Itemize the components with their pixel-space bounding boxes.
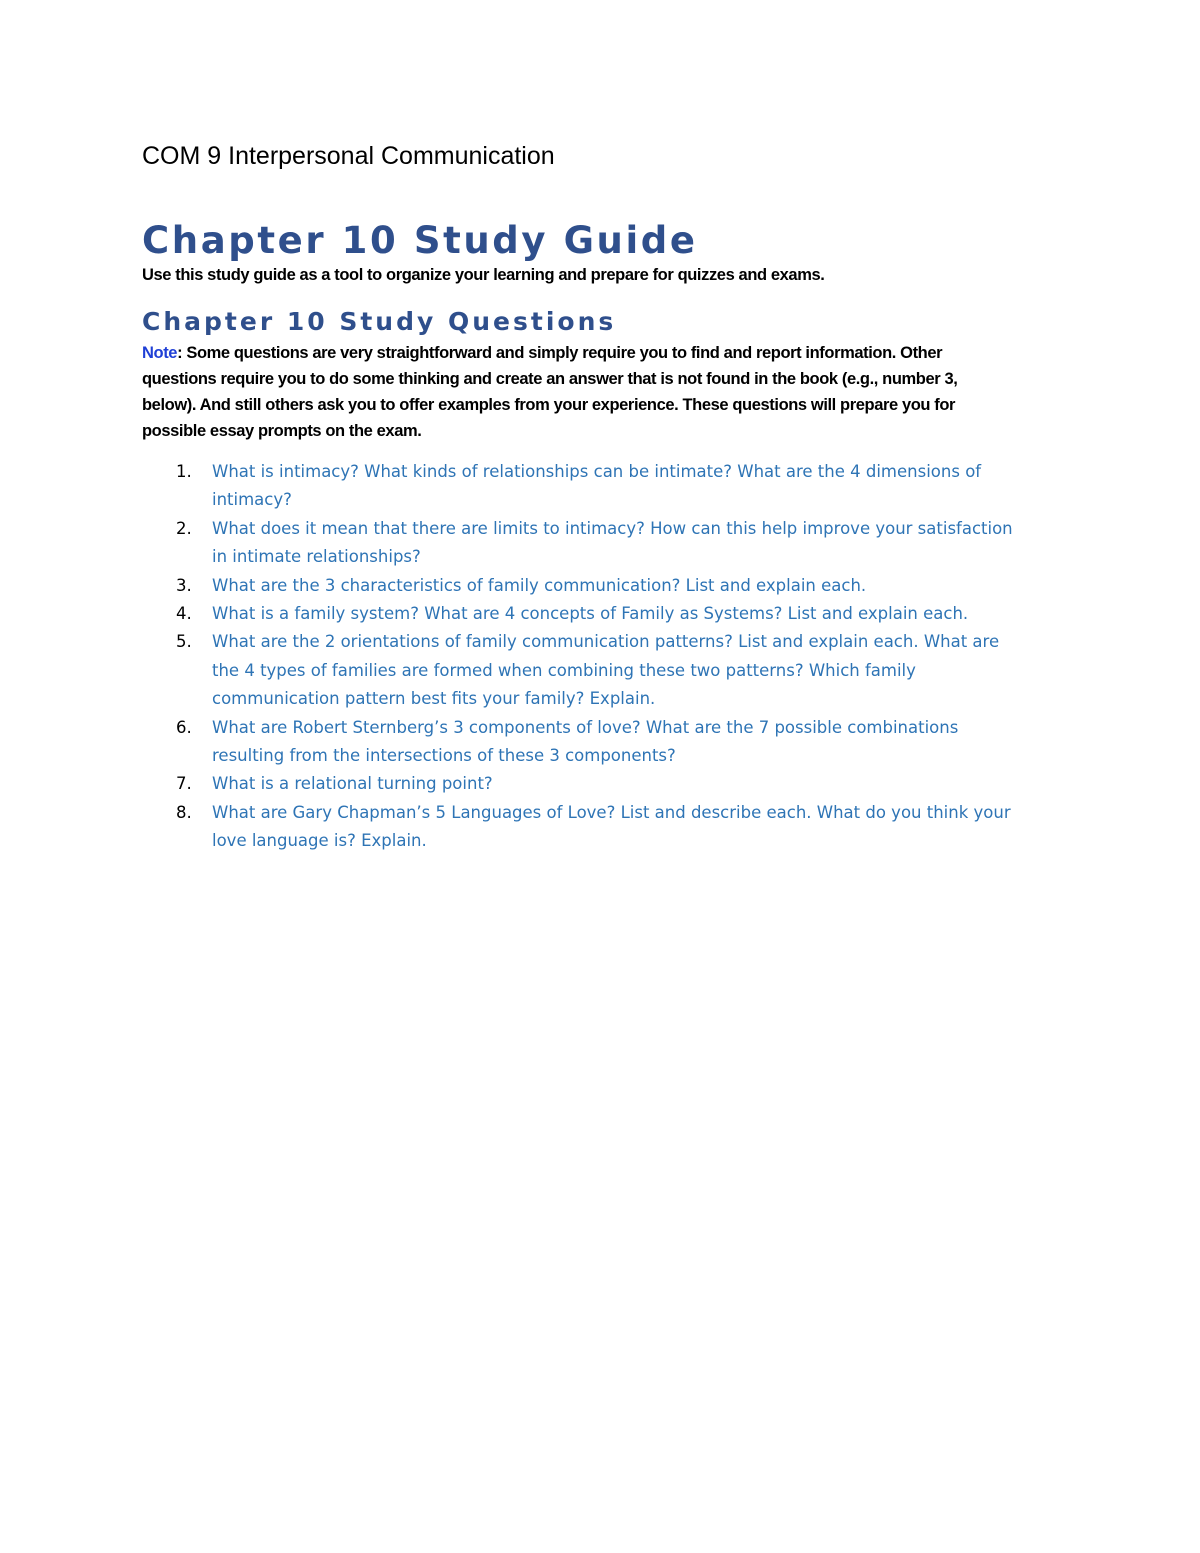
question-line: love language is? Explain. xyxy=(212,831,427,851)
question-number: 5. xyxy=(176,632,192,652)
question-item xyxy=(142,628,1072,713)
question-item xyxy=(142,600,1072,628)
question-line: What is intimacy? What kinds of relationships can be intimate? What are the 4 dimensions of xyxy=(212,462,982,481)
section-heading: Chapter 10 Study Questions xyxy=(142,307,617,336)
questions-list xyxy=(142,458,1072,856)
question-line: What is a relational turning point? xyxy=(212,774,493,794)
question-line: intimacy? xyxy=(212,490,292,510)
note-paragraph xyxy=(142,340,1042,444)
question-line: What is a family system? What are 4 concepts of Family as Systems? List and explain each. xyxy=(212,604,969,624)
intro-text: Use this study guide as a tool to organize your learning and prepare for quizzes and exams. xyxy=(142,266,825,284)
question-item xyxy=(142,799,1072,856)
note-line: questions require you to do some thinking and create an answer that is not found in the book (e.g., number 3, xyxy=(142,370,958,388)
note-line: possible essay prompts on the exam. xyxy=(142,422,422,440)
question-number: 3. xyxy=(176,575,192,595)
note-line xyxy=(142,340,1042,366)
note-text: : Some questions are very straightforward and simply require you to find and report information. Other xyxy=(177,344,943,362)
question-number: 7. xyxy=(176,774,192,794)
page-title: Chapter 10 Study Guide xyxy=(142,219,698,262)
question-line: communication pattern best fits your family? Explain. xyxy=(212,689,656,709)
question-number: 2. xyxy=(176,518,192,538)
question-number: 6. xyxy=(176,717,192,737)
note-line: below). And still others ask you to offer examples from your experience. These questions will prepare you for xyxy=(142,396,956,414)
question-number: 8. xyxy=(176,802,192,822)
question-number: 4. xyxy=(176,604,192,624)
question-line: in intimate relationships? xyxy=(212,547,421,567)
question-line: the 4 types of families are formed when combining these two patterns? Which family xyxy=(212,660,916,680)
question-line: resulting from the intersections of these 3 components? xyxy=(212,746,676,766)
question-line: What are Robert Sternberg’s 3 components of love? What are the 7 possible combinations xyxy=(212,717,959,737)
question-item xyxy=(142,572,1072,600)
question-line: What are the 3 characteristics of family communication? List and explain each. xyxy=(212,575,867,595)
question-line: What does it mean that there are limits to intimacy? How can this help improve your satisfaction xyxy=(212,518,1013,538)
question-line: What are Gary Chapman’s 5 Languages of Love? List and describe each. What do you think your xyxy=(212,802,1011,822)
question-item xyxy=(142,714,1072,771)
question-number: 1. xyxy=(176,462,192,481)
question-item xyxy=(142,515,1072,572)
note-label: Note xyxy=(142,344,178,362)
question-line: What are the 2 orientations of family communication patterns? List and explain each. What are xyxy=(212,632,1000,652)
course-title: COM 9 Interpersonal Communication xyxy=(142,142,555,170)
question-item xyxy=(142,458,1072,515)
question-item xyxy=(142,770,1072,798)
